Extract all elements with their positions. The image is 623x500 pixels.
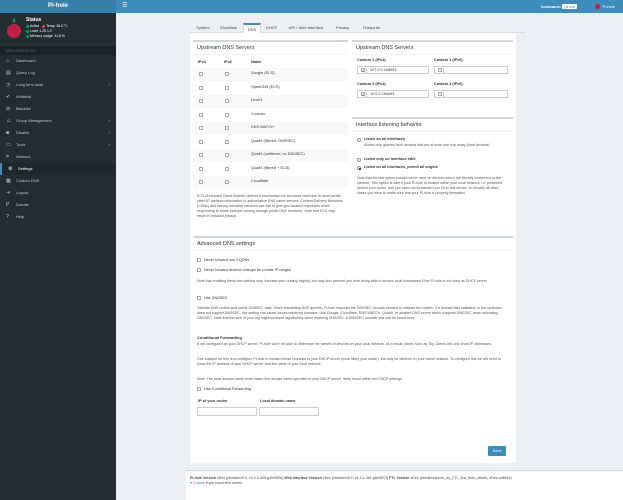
ipv6-checkbox[interactable] — [225, 140, 229, 144]
logout-icon: ⇥ — [6, 190, 11, 196]
pihole-version: vDev (release/v5.0, v4.3.5-406-g3b93f2a) — [216, 476, 284, 480]
status-memory: Memory usage: 31.8 % — [30, 34, 65, 38]
ipv4-checkbox[interactable] — [199, 99, 203, 103]
local-domain-input[interactable] — [259, 407, 319, 416]
conditional-forwarding-checkbox[interactable] — [197, 387, 201, 391]
custom3-checkbox[interactable] — [436, 68, 444, 73]
conditional-forwarding-label[interactable]: Use Conditional Forwarding — [204, 386, 251, 391]
custom3-input-group[interactable] — [434, 66, 508, 74]
ipv6-checkbox[interactable] — [225, 153, 229, 157]
custom4-input-group[interactable] — [434, 90, 508, 98]
cf-note-1: If not configured as your DHCP server, Pi-hole won't be able to determine the names of devices on your local network. As a result, tables such as Top Clients will only show IP addresses. — [197, 342, 492, 346]
ipv6-checkbox[interactable] — [225, 86, 229, 90]
users-icon: ☺ — [6, 118, 12, 124]
sidebar-item-custom-dns[interactable] — [0, 175, 116, 187]
dns-server-row — [193, 163, 348, 176]
dns-server-row — [193, 149, 348, 162]
pihole-logo-icon — [595, 4, 600, 9]
listening-note: Note that the last option should not be used on devices which are directly connected to the Internet. This option is safe if your Pi-hole is located within your local network, i.e. protected behind your router, and you have not forwarded port 53 to this device. In virtually all other cases you have to make sure that your Pi-hole is properly firewalled. — [357, 176, 503, 195]
sidebar-item-network[interactable] — [0, 151, 116, 163]
dnssec-label[interactable]: Use DNSSEC — [204, 295, 228, 300]
status-memory-row — [26, 34, 65, 38]
sidebar-item-long-term-data[interactable] — [0, 79, 116, 91]
hostname-label: hostname: — [540, 4, 562, 9]
dns-server-row — [193, 95, 348, 108]
status-temp: Temp: 35.0 °C — [46, 24, 68, 28]
interface-listening-title: Interface listening behavior — [352, 119, 513, 132]
dns-server-row — [193, 68, 348, 81]
main-navigation-header: MAIN NAVIGATION — [0, 47, 116, 55]
load-dot-icon — [26, 30, 29, 33]
tab-system[interactable]: System — [196, 25, 210, 30]
col-ipv6: IPv6 — [224, 60, 232, 64]
sidebar-item-whitelist[interactable] — [0, 91, 116, 103]
heart-icon: ♥ — [190, 481, 193, 485]
dns-server-row — [193, 176, 348, 189]
temp-dot-icon — [42, 25, 45, 28]
ipv4-checkbox[interactable] — [199, 86, 203, 90]
fqdn-label[interactable]: Never forward non-FQDNs — [204, 257, 250, 262]
custom4-checkbox[interactable] — [436, 92, 444, 97]
sidebar-item-label: Donate — [16, 202, 29, 207]
opt-permit-all-origins[interactable]: Listen on all interfaces, permit all origins — [364, 165, 438, 169]
ipv4-checkbox[interactable] — [199, 113, 203, 117]
web-version: vDev (release/v5.0, v4.3.2-461-g8e5f27f) — [322, 476, 389, 480]
user-menu[interactable] — [595, 4, 615, 9]
sidebar-item-label: Whitelist — [16, 94, 32, 99]
ipv4-checkbox[interactable] — [199, 167, 203, 171]
dns-server-row — [193, 122, 348, 135]
sidebar-item-label: Logout — [16, 190, 29, 195]
dnssec-checkbox[interactable] — [197, 296, 201, 300]
ipv4-checkbox[interactable] — [199, 180, 203, 184]
dns-server-name: Comodo — [251, 111, 266, 116]
sidebar-item-settings[interactable] — [0, 163, 116, 175]
radio-all-interfaces[interactable] — [357, 138, 361, 142]
sidebar-item-label: Query Log — [16, 70, 35, 75]
ipv4-checkbox[interactable] — [199, 126, 203, 130]
col-name: Name — [251, 60, 262, 64]
custom1-label: Custom 1 (IPv4) — [357, 58, 386, 62]
custom3-label: Custom 3 (IPv6) — [434, 58, 463, 62]
sidebar-item-label: Dashboard — [16, 58, 36, 63]
dns-server-name: OpenDNS (ECS) — [251, 84, 280, 89]
opt-all-interfaces-desc: Allows only queries from devices that are at most one hop away (local devices) — [364, 143, 490, 147]
memory-dot-icon — [26, 35, 29, 38]
sidebar-item-help[interactable] — [0, 211, 116, 223]
sidebar-item-group-management[interactable] — [0, 115, 116, 127]
chevron-left-icon: ‹ — [108, 82, 110, 87]
ipv4-checkbox[interactable] — [199, 153, 203, 157]
ipv6-checkbox[interactable] — [225, 126, 229, 130]
sidebar-item-label: Group Management — [16, 118, 52, 123]
address-book-icon: ▦ — [6, 178, 11, 184]
custom1-input-group[interactable] — [357, 66, 429, 74]
footer — [186, 470, 623, 500]
question-icon: ? — [6, 214, 9, 220]
network-icon: ⌗ — [6, 154, 9, 160]
ipv4-checkbox[interactable] — [199, 72, 203, 76]
paypal-icon: P — [6, 202, 10, 208]
sidebar-item-label: Blacklist — [16, 106, 31, 111]
ban-icon: ⊘ — [6, 106, 11, 112]
gear-icon: ⚙ — [8, 166, 13, 172]
tab-blocklists[interactable]: Blocklists — [220, 25, 237, 30]
menu-toggle-icon[interactable]: ☰ — [122, 3, 128, 9]
dns-server-name: Cloudflare — [251, 179, 269, 183]
upstream-dns-box — [193, 40, 348, 225]
dns-server-name: Level3 — [251, 98, 263, 102]
donate-suffix: if you found this useful. — [205, 481, 243, 485]
fqdn-checkbox[interactable] — [197, 258, 201, 262]
sidebar-item-label: Long term data — [16, 82, 43, 87]
sidebar-item-label: Settings — [18, 166, 33, 171]
sidebar — [0, 13, 116, 500]
custom4-label: Custom 4 (IPv6) — [434, 82, 463, 86]
chevron-left-icon: ‹ — [108, 118, 110, 123]
dns-server-row — [193, 82, 348, 95]
dns-server-name: Quad9 (filtered, DNSSEC) — [251, 138, 296, 143]
bogus-priv-checkbox[interactable] — [197, 268, 201, 272]
custom2-input-group[interactable] — [357, 90, 429, 98]
sidebar-menu — [0, 55, 116, 223]
sidebar-item-label: Help — [16, 214, 25, 219]
advanced-dns-title: Advanced DNS settings — [193, 238, 513, 251]
sidebar-item-label: Custom DNS — [16, 178, 40, 183]
chevron-left-icon: ‹ — [108, 142, 110, 147]
advanced-dns-box — [193, 236, 513, 460]
privacy-note: Note that enabling these two options may increase your privacy slightly, but may also prevent you from being able to access local hostnames if the Pi-hole is not used as DHCP server — [197, 279, 487, 283]
pihole-version-label: Pi-hole Version — [190, 476, 216, 480]
ipv6-checkbox[interactable] — [225, 99, 229, 103]
sidebar-item-dashboard[interactable] — [0, 55, 116, 67]
pihole-raspberry-icon — [6, 17, 22, 39]
router-ip-input[interactable] — [197, 407, 257, 416]
custom-upstream-title: Upstream DNS Servers — [352, 42, 513, 55]
col-ipv4: IPv4 — [198, 60, 206, 64]
sidebar-item-label: Tools — [16, 142, 26, 147]
donate-link[interactable]: Donate — [193, 481, 205, 485]
dns-server-name: Quad9 (filtered + ECS) — [251, 165, 290, 170]
sidebar-item-tools[interactable] — [0, 139, 116, 151]
hostname-value: pihole — [564, 4, 575, 9]
tab-api-web-interface[interactable]: API / Web interface — [288, 25, 324, 30]
custom1-value[interactable]: 127.0.0.1#5053 — [370, 68, 397, 72]
ipv6-checkbox[interactable] — [225, 113, 229, 117]
radio-single-interface[interactable] — [357, 158, 361, 162]
custom1-checkbox[interactable] — [359, 68, 367, 73]
bogus-priv-label[interactable]: Never forward reverse lookups for private IP ranges — [204, 267, 291, 272]
tab-teleporter[interactable]: Teleporter — [362, 25, 381, 30]
dns-server-row — [193, 136, 348, 149]
check-circle-icon: ✔ — [6, 94, 11, 100]
home-icon: ⌂ — [6, 58, 10, 64]
tab-privacy[interactable]: Privacy — [335, 25, 350, 30]
tab-dns[interactable]: DNS — [243, 23, 261, 33]
user-name: Pi-hole — [602, 4, 615, 9]
router-ip-label: IP of your router — [198, 399, 228, 403]
ipv6-checkbox[interactable] — [225, 180, 229, 184]
sidebar-item-blacklist[interactable] — [0, 103, 116, 115]
custom2-label: Custom 2 (IPv4) — [357, 82, 386, 86]
donate-line — [190, 481, 619, 486]
conditional-forwarding-title: Conditional Forwarding — [197, 335, 242, 340]
sidebar-item-label: Network — [16, 154, 31, 159]
sidebar-item-donate[interactable] — [0, 199, 116, 211]
opt-single-interface[interactable]: Listen only on interface eth0 — [364, 157, 416, 161]
sidebar-item-logout[interactable] — [0, 187, 116, 199]
radio-permit-all-origins[interactable] — [357, 166, 361, 170]
app-logo[interactable]: Pi-hole — [0, 0, 116, 13]
stop-icon: ■ — [6, 130, 10, 136]
folder-icon: ▭ — [6, 142, 11, 148]
status-load-row — [26, 29, 52, 33]
custom-upstream-box — [352, 40, 513, 114]
top-navbar — [116, 0, 623, 13]
save-button[interactable]: Save — [488, 446, 506, 456]
ftl-version: vDev (tweak/resolver_try_FTL_first_then_others, vDev-cdfdf15) — [410, 476, 512, 480]
sidebar-item-disable[interactable] — [0, 127, 116, 139]
dns-server-name: Google (ECS) — [251, 71, 275, 75]
settings-tabs — [190, 22, 525, 33]
active-dot-icon — [26, 25, 29, 28]
chevron-left-icon: ‹ — [108, 130, 110, 135]
tab-dhcp[interactable]: DHCP — [265, 25, 278, 30]
status-title: Status — [26, 17, 42, 23]
ftl-version-label: FTL Version — [389, 476, 410, 480]
status-active-row — [26, 24, 68, 28]
file-icon: ▤ — [6, 70, 11, 76]
sidebar-item-label: Disable — [16, 130, 30, 135]
web-version-label: Web Interface Version — [284, 476, 322, 480]
dns-server-name: DNS.WATCH — [251, 125, 274, 129]
dns-server-row — [193, 109, 348, 122]
status-panel — [0, 13, 116, 47]
custom2-value[interactable]: 10.0.0.254#53 — [370, 92, 395, 96]
dnssec-note: Validate DNS replies and cache DNSSEC data. When forwarding DNS queries, Pi-hole requests the DNSSEC records needed to validate the replies. If a domain fails validation or the upstream does not support DNSSEC, this setting can cause issues resolving domains. Use Google, Cloudflare, DNS.WATCH, Quad9, or another DNS server which supports DNSSEC when activating DNSSEC. Note that the size of your log might increase significantly when enabling DNSSEC. A DNSSEC resolver test can be found here. — [197, 306, 503, 320]
interface-listening-box — [352, 117, 513, 225]
history-icon: ◷ — [6, 82, 11, 88]
dns-server-name: Quad9 (unfiltered, no DNSSEC) — [251, 152, 305, 156]
opt-all-interfaces[interactable]: Listen on all interfaces — [364, 137, 406, 141]
custom2-checkbox[interactable] — [359, 92, 367, 97]
cf-note-3: Note: The local domain name must match the domain name specified in your DHCP server, likely found within the DHCP settings. — [197, 377, 403, 381]
cf-note-2: One solution for this is to configure Pi-hole to forward these requests to your DHCP server (most likely your router), but only for devices on your home network. To configure this we will need to know the IP address of your DHCP server and the name of your local network. — [197, 357, 501, 366]
hostname-display — [541, 4, 577, 9]
status-load: Load: 1.25 1.0 — [30, 29, 52, 33]
ecs-note: ECS (Extended Client Subnet) defines a mechanism for recursive resolvers to send partial client IP address information to authoritative DNS name servers. Content Delivery Networks (CDNs) and latency-sensitive services use this to give geo-located responses when responding to name lookups coming through public DNS resolvers. Note that ECS may result in reduced privacy. — [197, 194, 343, 218]
upstream-dns-title: Upstream DNS Servers — [193, 42, 348, 55]
status-active: Active — [30, 24, 40, 28]
sidebar-item-query-log[interactable] — [0, 67, 116, 79]
ipv6-checkbox[interactable] — [225, 167, 229, 171]
ipv6-checkbox[interactable] — [225, 72, 229, 76]
ipv4-checkbox[interactable] — [199, 140, 203, 144]
local-domain-label: Local domain name — [260, 399, 296, 403]
